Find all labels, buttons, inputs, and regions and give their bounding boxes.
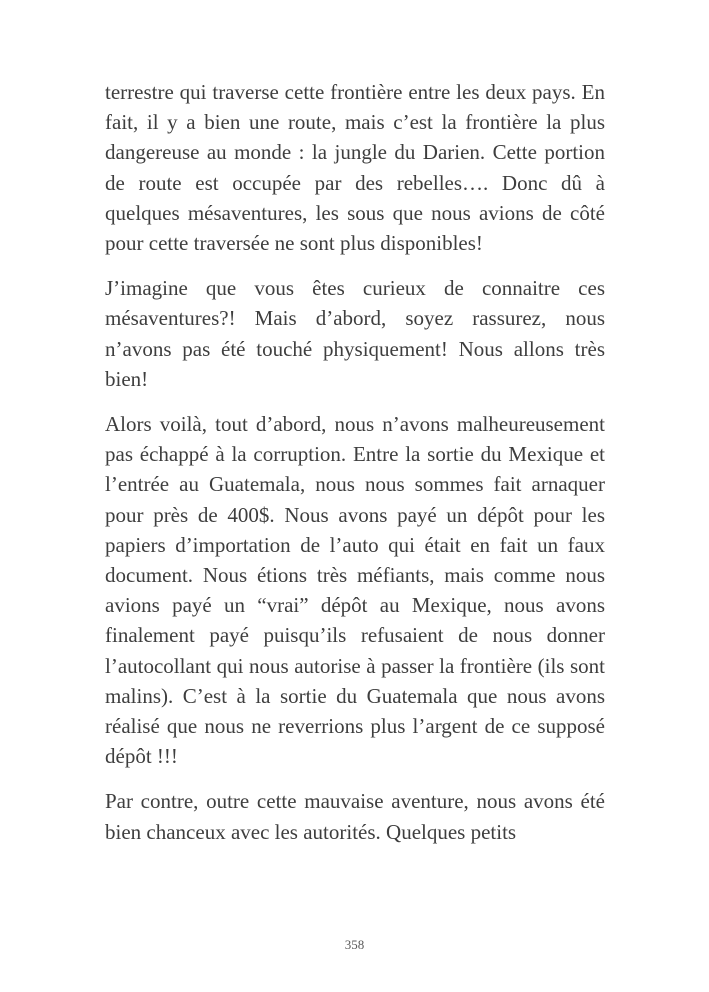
paragraph: Alors voilà, tout d’abord, nous n’avons malheureusement pas échappé à la corruption. Entre la sortie du Mexique et l’entrée au Guatemala, nous nous sommes fait arnaquer pour près de 400$. Nous avons payé un dépôt pour les papiers d’importation de l’auto qui était en fait un faux document. Nous étions très méfiants, mais comme nous avions payé un “vrai” dépôt au Mexique, nous avons finalement payé puisqu’ils refusaient de nous donner l’autocollant qui nous autorise à passer la frontière (ils sont malins). C’est à la sortie du Guatemala que nous avons réalisé que nous ne reverrions plus l’argent de ce supposé dépôt !!!	[105, 412, 605, 769]
page-number: 358	[344, 937, 365, 952]
paragraph: J’imagine que vous êtes curieux de connaitre ces mésaventures?! Mais d’abord, soyez rassurez, nous n’avons pas été touché physiquement! Nous allons très bien!	[105, 276, 605, 391]
paragraph: Par contre, outre cette mauvaise aventure, nous avons été bien chanceux avec les autorités. Quelques petits	[105, 789, 605, 844]
paragraph: terrestre qui traverse cette frontière entre les deux pays. En fait, il y a bien une route, mais c’est la frontière la plus dangereuse au monde : la jungle du Darien. Cette portion de route est occupée par des rebelles…. Donc dû à quelques mésaventures, les sous que nous avions de côté pour cette traversée ne sont plus disponibles!	[105, 80, 605, 256]
page-text-block	[105, 77, 605, 847]
